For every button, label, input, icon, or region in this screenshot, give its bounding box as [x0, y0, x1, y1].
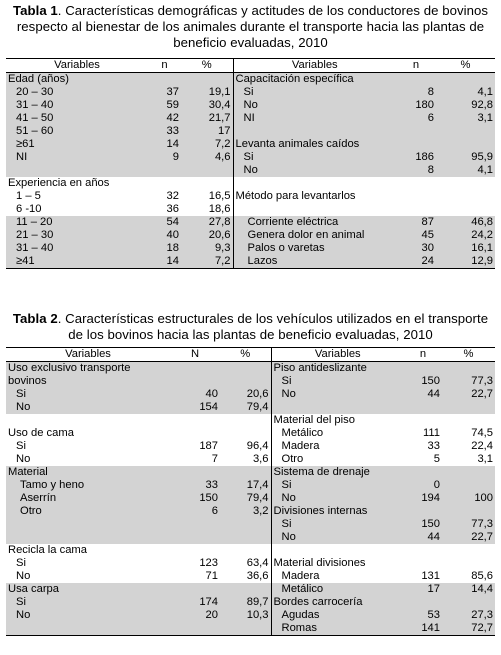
percent-cell: [442, 544, 495, 557]
table-row: [6, 99, 495, 112]
variable-cell: No: [233, 99, 396, 112]
table1-label: Tabla 1: [12, 3, 58, 18]
count-cell: [170, 583, 220, 596]
percent-cell: [220, 518, 271, 531]
variable-cell: Divisiones internas: [271, 505, 404, 518]
percent-cell: [181, 164, 233, 177]
percent-cell: 7,2: [181, 138, 233, 151]
table-row: [6, 414, 495, 427]
table2: [6, 347, 495, 636]
variable-cell: Edad (años): [6, 73, 148, 87]
table-row: [6, 177, 495, 190]
percent-cell: [220, 362, 271, 376]
variable-cell: No: [271, 388, 404, 401]
count-cell: 131: [421, 570, 440, 582]
percent-cell: 20,6: [181, 229, 233, 242]
variable-cell: [6, 622, 170, 636]
percent-cell: [220, 622, 271, 636]
count-cell: 154: [170, 401, 220, 414]
percent-cell: 72,7: [442, 622, 495, 636]
percent-cell: 100: [442, 492, 495, 505]
variable-cell: [6, 164, 148, 177]
column-header: %: [442, 348, 495, 362]
variable-cell: Agudas: [271, 609, 404, 622]
variable-cell: 31 – 40: [6, 99, 148, 112]
table-row: [6, 388, 495, 401]
percent-cell: [220, 531, 271, 544]
percent-cell: 10,3: [220, 609, 271, 622]
percent-cell: 21,7: [181, 112, 233, 125]
count-cell: 186: [396, 151, 436, 164]
count-cell: 14: [148, 138, 181, 151]
percent-cell: 30,4: [181, 99, 233, 112]
count-cell: 7: [211, 453, 218, 465]
percent-cell: [220, 583, 271, 596]
variable-cell: [6, 531, 170, 544]
count-cell: 33: [427, 440, 440, 452]
percent-cell: 96,4: [220, 440, 271, 453]
percent-cell: 3,6: [220, 453, 271, 466]
variable-cell: No: [271, 492, 404, 505]
percent-cell: 14,4: [442, 583, 495, 596]
column-header: n: [148, 59, 181, 73]
variable-cell: Sistema de drenaje: [271, 466, 404, 479]
variable-cell: Experiencia en años: [8, 177, 110, 189]
variable-cell: Piso antideslizante: [271, 362, 404, 376]
percent-cell: [442, 401, 495, 414]
percent-cell: [436, 203, 495, 216]
count-cell: [170, 466, 220, 479]
table-row: [6, 255, 495, 269]
count-cell: 14: [148, 255, 181, 269]
variable-cell: Lazos: [233, 255, 396, 269]
count-cell: [404, 557, 442, 570]
count-cell: 44: [404, 388, 442, 401]
table-row: [6, 229, 495, 242]
variable-cell: Recicla la cama: [8, 544, 87, 556]
count-cell: 0: [404, 479, 442, 492]
table-row: [6, 190, 495, 203]
percent-cell: [442, 557, 495, 570]
variable-cell: [6, 518, 170, 531]
count-cell: 180: [396, 99, 436, 112]
variable-cell: No: [271, 531, 404, 544]
percent-cell: [220, 544, 271, 557]
variable-cell: Aserrín: [6, 492, 170, 505]
table1-caption: [6, 3, 495, 51]
percent-cell: 74,5: [471, 427, 493, 439]
variable-cell: 51 – 60: [6, 125, 148, 138]
count-cell: [170, 375, 220, 388]
table-row: [6, 401, 495, 414]
count-cell: 20: [170, 609, 220, 622]
table-row: [6, 125, 495, 138]
variable-cell: 21 – 30: [6, 229, 148, 242]
count-cell: 17: [404, 583, 442, 596]
table-row: [6, 375, 495, 388]
variable-cell: [233, 203, 396, 216]
count-cell: 45: [396, 229, 436, 242]
variable-cell: [233, 125, 396, 138]
count-cell: [170, 622, 220, 636]
percent-cell: 36,6: [220, 570, 271, 583]
table-row: [6, 164, 495, 177]
percent-cell: 3,1: [436, 112, 495, 125]
percent-cell: 77,3: [442, 518, 495, 531]
variable-cell: Uso exclusivo transporte: [6, 362, 170, 376]
table2-caption: [6, 311, 495, 343]
percent-cell: [436, 190, 495, 203]
variable-cell: Si: [233, 86, 396, 99]
count-cell: 150: [404, 375, 442, 388]
percent-cell: 9,3: [181, 242, 233, 255]
variable-cell: Si: [271, 375, 404, 388]
percent-cell: 89,7: [220, 596, 271, 609]
table-row: [6, 203, 495, 216]
percent-cell: [442, 414, 495, 427]
variable-cell: Metálico: [281, 427, 324, 439]
table-row: [6, 609, 495, 622]
count-cell: [170, 362, 220, 376]
count-cell: 150: [404, 518, 442, 531]
percent-cell: [436, 73, 495, 87]
percent-cell: [436, 177, 495, 190]
count-cell: [396, 73, 436, 87]
variable-cell: No: [233, 164, 396, 177]
column-header: %: [220, 348, 271, 362]
percent-cell: 20,6: [220, 388, 271, 401]
count-cell: 6: [170, 505, 220, 518]
variable-cell: Si: [16, 557, 26, 569]
column-header: n: [396, 59, 436, 73]
count-cell: 141: [404, 622, 442, 636]
variable-cell: Material: [6, 466, 170, 479]
variable-cell: No: [6, 609, 170, 622]
percent-cell: 27,8: [181, 216, 233, 229]
count-cell: [404, 544, 442, 557]
variable-cell: 11 – 20: [6, 216, 148, 229]
header-row: [6, 348, 495, 362]
percent-cell: [436, 125, 495, 138]
percent-cell: [220, 375, 271, 388]
percent-cell: [442, 479, 495, 492]
percent-cell: 79,4: [220, 401, 271, 414]
variable-cell: Otro: [6, 505, 170, 518]
variable-cell: No: [16, 453, 31, 465]
percent-cell: 16,5: [181, 190, 233, 203]
count-cell: [404, 466, 442, 479]
table2-caption-text: . Características estructurales de los vehículos utilizados en el transporte de los bovinos hacia las plantas de beneficio evaluadas, 2010: [57, 311, 489, 342]
table1: [6, 58, 495, 269]
count-cell: [404, 596, 442, 609]
column-header: Variables: [233, 59, 396, 73]
count-cell: 174: [170, 596, 220, 609]
percent-cell: 92,8: [436, 99, 495, 112]
variable-cell: Material del piso: [273, 414, 355, 426]
percent-cell: 77,3: [442, 375, 495, 388]
count-cell: [396, 125, 436, 138]
table-row: [6, 479, 495, 492]
variable-cell: No: [6, 401, 170, 414]
variable-cell: Si: [6, 388, 170, 401]
count-cell: [404, 414, 442, 427]
variable-cell: Palos o varetas: [233, 242, 396, 255]
table-row: [6, 557, 495, 570]
variable-cell: Madera: [281, 440, 320, 452]
table-row: [6, 86, 495, 99]
count-cell: [396, 190, 436, 203]
count-cell: 18: [148, 242, 181, 255]
header-row: [6, 59, 495, 73]
table-row: [6, 453, 495, 466]
variable-cell: Metálico: [271, 583, 404, 596]
table-row: [6, 362, 495, 376]
percent-cell: [442, 505, 495, 518]
variable-cell: 20 – 30: [6, 86, 148, 99]
table2-label: Tabla 2: [12, 311, 58, 326]
variable-cell: [271, 401, 404, 414]
percent-cell: 4,6: [181, 151, 233, 164]
table-row: [6, 518, 495, 531]
percent-cell: [220, 414, 271, 427]
count-cell: 6: [396, 112, 436, 125]
percent-cell: 27,3: [442, 609, 495, 622]
count-cell: 36: [166, 203, 179, 215]
percent-cell: 4,1: [436, 86, 495, 99]
count-cell: 8: [396, 164, 436, 177]
column-header: n: [404, 348, 442, 362]
variable-cell: [271, 544, 404, 557]
count-cell: [396, 138, 436, 151]
column-header: %: [436, 59, 495, 73]
variable-cell: NI: [233, 112, 396, 125]
variable-cell: Si: [271, 479, 404, 492]
count-cell: 5: [433, 453, 440, 465]
variable-cell: Si: [271, 518, 404, 531]
variable-cell: Levanta animales caídos: [233, 138, 396, 151]
percent-cell: [181, 73, 233, 87]
variable-cell: Madera: [281, 570, 320, 582]
count-cell: 8: [396, 86, 436, 99]
count-cell: [396, 177, 436, 190]
table-row: [6, 216, 495, 229]
table-row: [6, 505, 495, 518]
count-cell: 87: [396, 216, 436, 229]
table-row: [6, 466, 495, 479]
variable-cell: Otro: [281, 453, 304, 465]
count-cell: 42: [148, 112, 181, 125]
count-cell: [148, 73, 181, 87]
count-cell: 59: [148, 99, 181, 112]
table-row: [6, 596, 495, 609]
count-cell: 71: [205, 570, 218, 582]
percent-cell: 24,2: [436, 229, 495, 242]
percent-cell: [220, 466, 271, 479]
count-cell: 123: [199, 557, 218, 569]
count-cell: 9: [148, 151, 181, 164]
variable-cell: 1 – 5: [16, 190, 41, 202]
table-row: [6, 112, 495, 125]
count-cell: 44: [404, 531, 442, 544]
count-cell: [404, 401, 442, 414]
count-cell: 111: [422, 427, 440, 439]
count-cell: 54: [148, 216, 181, 229]
percent-cell: 17,4: [220, 479, 271, 492]
variable-cell: Tamo y heno: [6, 479, 170, 492]
percent-cell: 95,9: [436, 151, 495, 164]
count-cell: 187: [199, 440, 218, 452]
variable-cell: No: [16, 570, 31, 582]
count-cell: 30: [396, 242, 436, 255]
variable-cell: 6 -10: [16, 203, 42, 215]
variable-cell: Bordes carrocería: [271, 596, 404, 609]
percent-cell: 22,7: [442, 388, 495, 401]
count-cell: 33: [170, 479, 220, 492]
count-cell: 24: [396, 255, 436, 269]
count-cell: [170, 531, 220, 544]
percent-cell: 22,7: [442, 531, 495, 544]
table-row: [6, 583, 495, 596]
percent-cell: [436, 138, 495, 151]
count-cell: 40: [170, 388, 220, 401]
count-cell: 33: [148, 125, 181, 138]
table-row: [6, 73, 495, 87]
variable-cell: ≥41: [6, 255, 148, 269]
count-cell: 150: [170, 492, 220, 505]
column-header: %: [181, 59, 233, 73]
variable-cell: Material divisiones: [273, 557, 366, 569]
percent-cell: 7,2: [181, 255, 233, 269]
column-header: Variables: [271, 348, 404, 362]
percent-cell: 19,1: [181, 86, 233, 99]
variable-cell: Si: [6, 596, 170, 609]
percent-cell: [181, 177, 233, 190]
count-cell: [396, 203, 436, 216]
variable-cell: Método para levantarlos: [235, 190, 356, 202]
table-row: [6, 242, 495, 255]
column-header: Variables: [6, 59, 148, 73]
variable-cell: [233, 177, 396, 190]
percent-cell: 85,6: [471, 570, 493, 582]
percent-cell: [442, 466, 495, 479]
variable-cell: Usa carpa: [6, 583, 170, 596]
count-cell: [404, 362, 442, 376]
count-cell: 32: [166, 190, 179, 202]
variable-cell: Genera dolor en animal: [233, 229, 396, 242]
table-row: [6, 440, 495, 453]
variable-cell: Corriente eléctrica: [233, 216, 396, 229]
count-cell: [404, 505, 442, 518]
percent-cell: 3,2: [220, 505, 271, 518]
variable-cell: Capacitación específica: [233, 73, 396, 87]
percent-cell: [220, 427, 271, 440]
count-cell: 53: [404, 609, 442, 622]
table-row: [6, 531, 495, 544]
percent-cell: 4,1: [436, 164, 495, 177]
variable-cell: NI: [6, 151, 148, 164]
percent-cell: 22,4: [471, 440, 493, 452]
percent-cell: [442, 596, 495, 609]
count-cell: [170, 518, 220, 531]
variable-cell: Si: [16, 440, 26, 452]
percent-cell: 18,6: [181, 203, 233, 216]
percent-cell: 12,9: [436, 255, 495, 269]
count-cell: 40: [148, 229, 181, 242]
table-row: [6, 138, 495, 151]
percent-cell: [442, 362, 495, 376]
table-row: [6, 151, 495, 164]
count-cell: 194: [404, 492, 442, 505]
variable-cell: ≥61: [6, 138, 148, 151]
variable-cell: bovinos: [6, 375, 170, 388]
table-row: [6, 622, 495, 636]
variable-cell: Si: [233, 151, 396, 164]
table-row: [6, 492, 495, 505]
percent-cell: 46,8: [436, 216, 495, 229]
count-cell: [148, 164, 181, 177]
percent-cell: 3,1: [477, 453, 493, 465]
count-cell: [170, 414, 220, 427]
variable-cell: Uso de cama: [8, 427, 74, 439]
table1-caption-text: . Características demográficas y actitudes de los conductores de bovinos respecto al bienestar de los animales durante el transporte hacia las plantas de beneficio evaluadas, 2010: [16, 3, 489, 50]
variable-cell: [6, 414, 170, 427]
column-header: Variables: [6, 348, 170, 362]
table-row: [6, 544, 495, 557]
table-row: [6, 570, 495, 583]
percent-cell: 63,4: [220, 557, 271, 570]
count-cell: [148, 177, 181, 190]
count-cell: [170, 544, 220, 557]
count-cell: [170, 427, 220, 440]
column-header: N: [170, 348, 220, 362]
percent-cell: 16,1: [436, 242, 495, 255]
variable-cell: Romas: [271, 622, 404, 636]
variable-cell: 31 – 40: [6, 242, 148, 255]
variable-cell: 41 – 50: [6, 112, 148, 125]
table-row: [6, 427, 495, 440]
count-cell: 37: [148, 86, 181, 99]
percent-cell: 17: [181, 125, 233, 138]
percent-cell: 79,4: [220, 492, 271, 505]
